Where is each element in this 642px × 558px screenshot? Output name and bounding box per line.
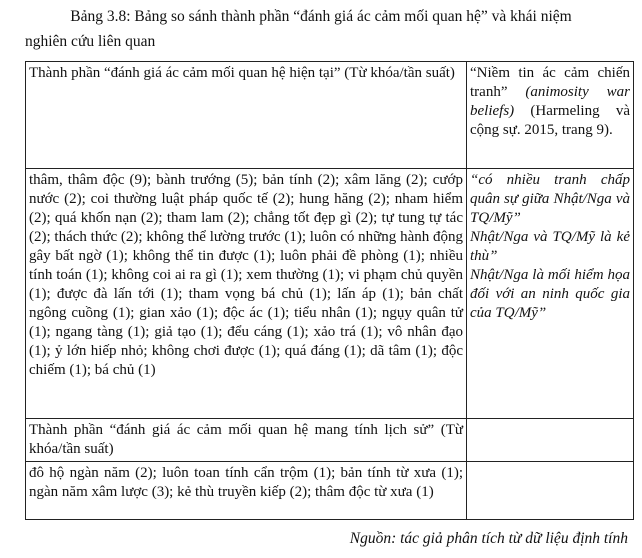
concept-reference: (Harmeling và cộng sự. 2015, trang 9). [470,103,630,138]
table-row [26,169,634,419]
concept-item: “có nhiều tranh chấp quân sự giữa Nhật/Nga và TQ/Mỹ” [470,172,630,226]
current-relation-keywords: thâm, thâm độc (9); bành trướng (5); bản tính (2); xâm lăng (2); cướp nước (2); coi thường luật pháp quốc tế (2); hung hăng (2); nham hiểm (2); quá khốn nạn (2); tham lam (2); chẳng tốt đẹp gì (2); tự tung tự tác (2); thách thức (2); không thể lường trước (1); luôn có những hành động gây bất ngờ (1); không thể tin được (1); luôn phải đề phòng (1); nhiều tính toán (1); không coi ai ra gì (1); xem thường (1); vi phạm chủ quyền (1); được đà lấn tới (1); tham vọng bá chủ (1); lấn áp (1); bản chất ngông cuồng (1); gian xảo (1); độc ác (1); tiểu nhân (1); ngụy quân tử (1); ngang tàng (1); giả tạo (1); đểu cáng (1); xảo trá (1); vô nhân đạo (1); ỷ lớn hiếp nhỏ; không chơi được (1); quá đáng (1); dã tâm (1); độc chiếm (1); bá chủ (1) [26,169,467,419]
source-note: Nguồn: tác giả phân tích từ dữ liệu định tính [349,530,628,547]
historical-relation-keywords: đô hộ ngàn năm (2); luôn toan tính cẩn trộm (1); bản tính từ xưa (1); ngàn năm xâm lược (3); kẻ thù truyền kiếp (2); thâm độc từ xưa (1) [26,462,467,520]
concept-item: Nhật/Nga là mối hiểm họa đối với an ninh quốc gia của TQ/Mỹ” [470,267,630,321]
header-related-concept [467,62,634,169]
caption-line-2: nghiên cứu liên quan [25,33,156,50]
concept-english: (animosity war beliefs) [470,84,630,119]
header-historical-relation: Thành phần “đánh giá ác cảm mối quan hệ mang tính lịch sử” (Từ khóa/tần suất) [26,419,467,462]
concept-name: “Niềm tin ác cảm chiến tranh” [470,65,630,100]
header-current-relation: Thành phần “đánh giá ác cảm mối quan hệ hiện tại” (Từ khóa/tần suất) [26,62,467,169]
concept-item: Nhật/Nga và TQ/Mỹ là kẻ thù” [470,229,630,264]
empty-cell [467,419,634,462]
empty-cell [467,462,634,520]
table-row [26,419,634,462]
table-caption [0,4,642,54]
caption-line-1: Bảng 3.8: Bảng so sánh thành phần “đánh giá ác cảm mối quan hệ” và khái niệm [70,8,572,25]
concept-items [467,169,634,419]
table-row [26,462,634,520]
comparison-table [25,61,634,520]
table-row [26,62,634,169]
